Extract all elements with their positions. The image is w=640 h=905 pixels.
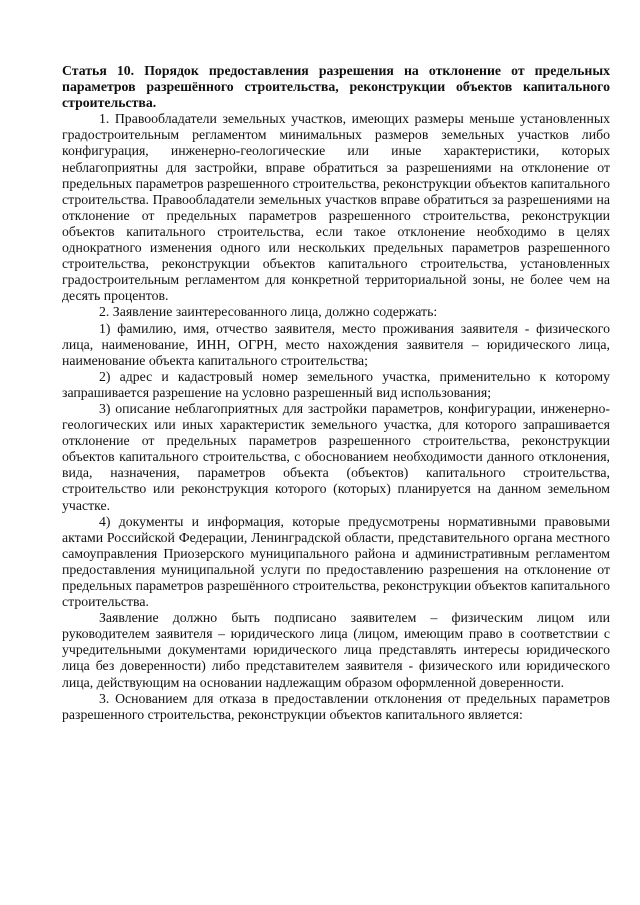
- paragraph-2-item-2: 2) адрес и кадастровый номер земельного участка, применительно к которому запрашивается разрешение на условно разрешенный вид использования;: [62, 368, 610, 400]
- paragraph-3: 3. Основанием для отказа в предоставлении отклонения от предельных параметров разрешенного строительства, реконструкции объектов капитального является:: [62, 690, 610, 722]
- paragraph-2-item-1: 1) фамилию, имя, отчество заявителя, место проживания заявителя - физического лица, наименование, ИНН, ОГРН, место нахождения заявителя – юридического лица, наименование объекта капитального строительства;: [62, 320, 610, 368]
- paragraph-1: 1. Правообладатели земельных участков, имеющих размеры меньше установленных градостроительным регламентом минимальных размеров земельных участков либо конфигурация, инженерно-геологические или иные характеристики, которых неблагоприятны для застройки, вправе обратиться за разрешениями на отклонение от предельных параметров разрешенного строительства, реконструкции объектов капитального строительства. Правообладатели земельных участков вправе обратиться за разрешениями на отклонение от предельных параметров разрешенного строительства, реконструкции объектов капитального строительства, если такое отклонение необходимо в целях однократного изменения одного или нескольких предельных параметров разрешенного строительства, реконструкции объектов капитального строительства, установленных градостроительным регламентом для конкретной территориальной зоны, не более чем на десять процентов.: [62, 111, 610, 304]
- paragraph-2-item-3: 3) описание неблагоприятных для застройки параметров, конфигурации, инженерно-геологических или иных характеристик земельного участка, для которого запрашивается отклонение от предельных параметров разрешенного строительства, реконструкции объектов капитального строительства, с обоснованием необходимости данного отклонения, вида, назначения, параметров объекта (объектов) капитального строительства, строительство или реконструкция которого (которых) планируется на данном земельном участке.: [62, 400, 610, 513]
- paragraph-2-item-4: 4) документы и информация, которые предусмотрены нормативными правовыми актами Российской Федерации, Ленинградской области, представительного органа местного самоуправления Приозерского муниципального района и административным регламентом предоставления муниципальной услуги по предоставлению разрешения на отклонение от предельных параметров разрешённого строительства, реконструкции объектов капитального строительства.: [62, 513, 610, 610]
- paragraph-signature-requirement: Заявление должно быть подписано заявителем – физическим лицом или руководителем заявителя – юридического лица (лицом, имеющим право в соответствии с учредительными документами юридического лица представлять интересы юридического лица без доверенности) либо представителем заявителя - физического или юридического лица, действующим на основании надлежащим образом оформленной доверенности.: [62, 610, 610, 690]
- document-page: [62, 63, 610, 723]
- article-heading: Статья 10. Порядок предоставления разрешения на отклонение от предельных параметров разрешённого строительства, реконструкции объектов капитального строительства.: [62, 63, 610, 111]
- paragraph-2: 2. Заявление заинтересованного лица, должно содержать:: [99, 304, 438, 320]
